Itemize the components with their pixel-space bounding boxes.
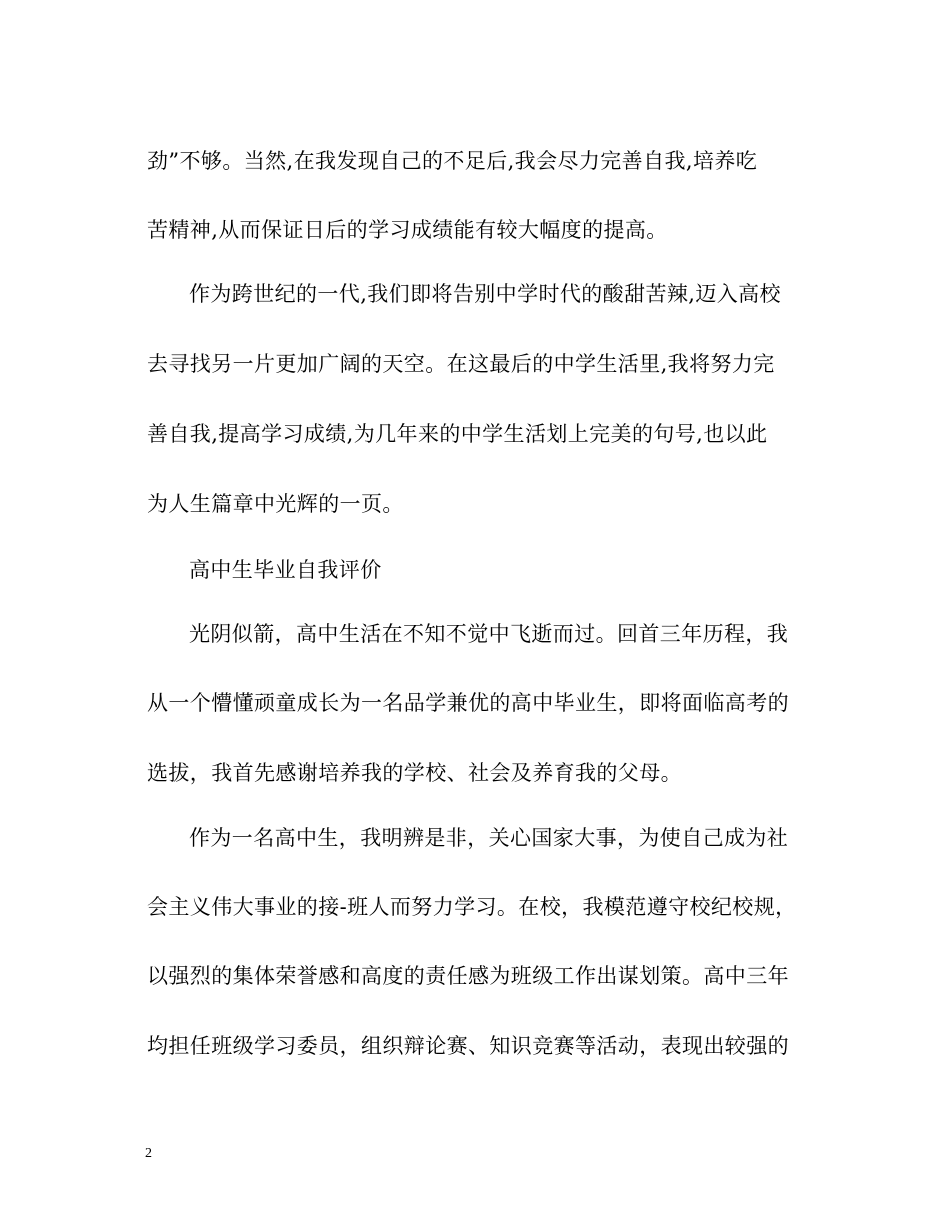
text-line: 去寻找另一片更加广阔的天空。在这最后的中学生活里,我将努力完 [147, 352, 775, 376]
text-line: 均担任班级学习委员，组织辩论赛、知识竞赛等活动，表现出较强的 [147, 1034, 789, 1058]
page-number: 2 [145, 1146, 152, 1161]
text-line: 以强烈的集体荣誉感和高度的责任感为班级工作出谋划策。高中三年 [147, 964, 789, 988]
text-line: 会主义伟大事业的接-班人而努力学习。在校，我模范遵守校纪校规， [147, 895, 797, 919]
text-line: 选拔，我首先感谢培养我的学校、社会及养育我的父母。 [147, 761, 682, 785]
paragraph-start-line: 光阴似箭，高中生活在不知不觉中飞逝而过。回首三年历程，我 [189, 622, 789, 646]
text-line: 劲”不够。当然,在我发现自己的不足后,我会尽力完善自我,培养吃 [147, 149, 758, 173]
text-line: 从一个懵懂顽童成长为一名品学兼优的高中毕业生，即将面临高考的 [147, 691, 789, 715]
text-line: 苦精神,从而保证日后的学习成绩能有较大幅度的提高。 [147, 218, 668, 242]
section-heading: 高中生毕业自我评价 [189, 558, 382, 582]
text-line: 善自我,提高学习成绩,为几年来的中学生活划上完美的句号,也以此 [147, 422, 768, 446]
paragraph-start-line: 作为一名高中生，我明辨是非，关心国家大事，为使自己成为社 [189, 826, 789, 850]
text-line: 为人生篇章中光辉的一页。 [147, 492, 404, 516]
paragraph-start-line: 作为跨世纪的一代,我们即将告别中学时代的酸甜苦辣,迈入高校 [189, 282, 781, 306]
